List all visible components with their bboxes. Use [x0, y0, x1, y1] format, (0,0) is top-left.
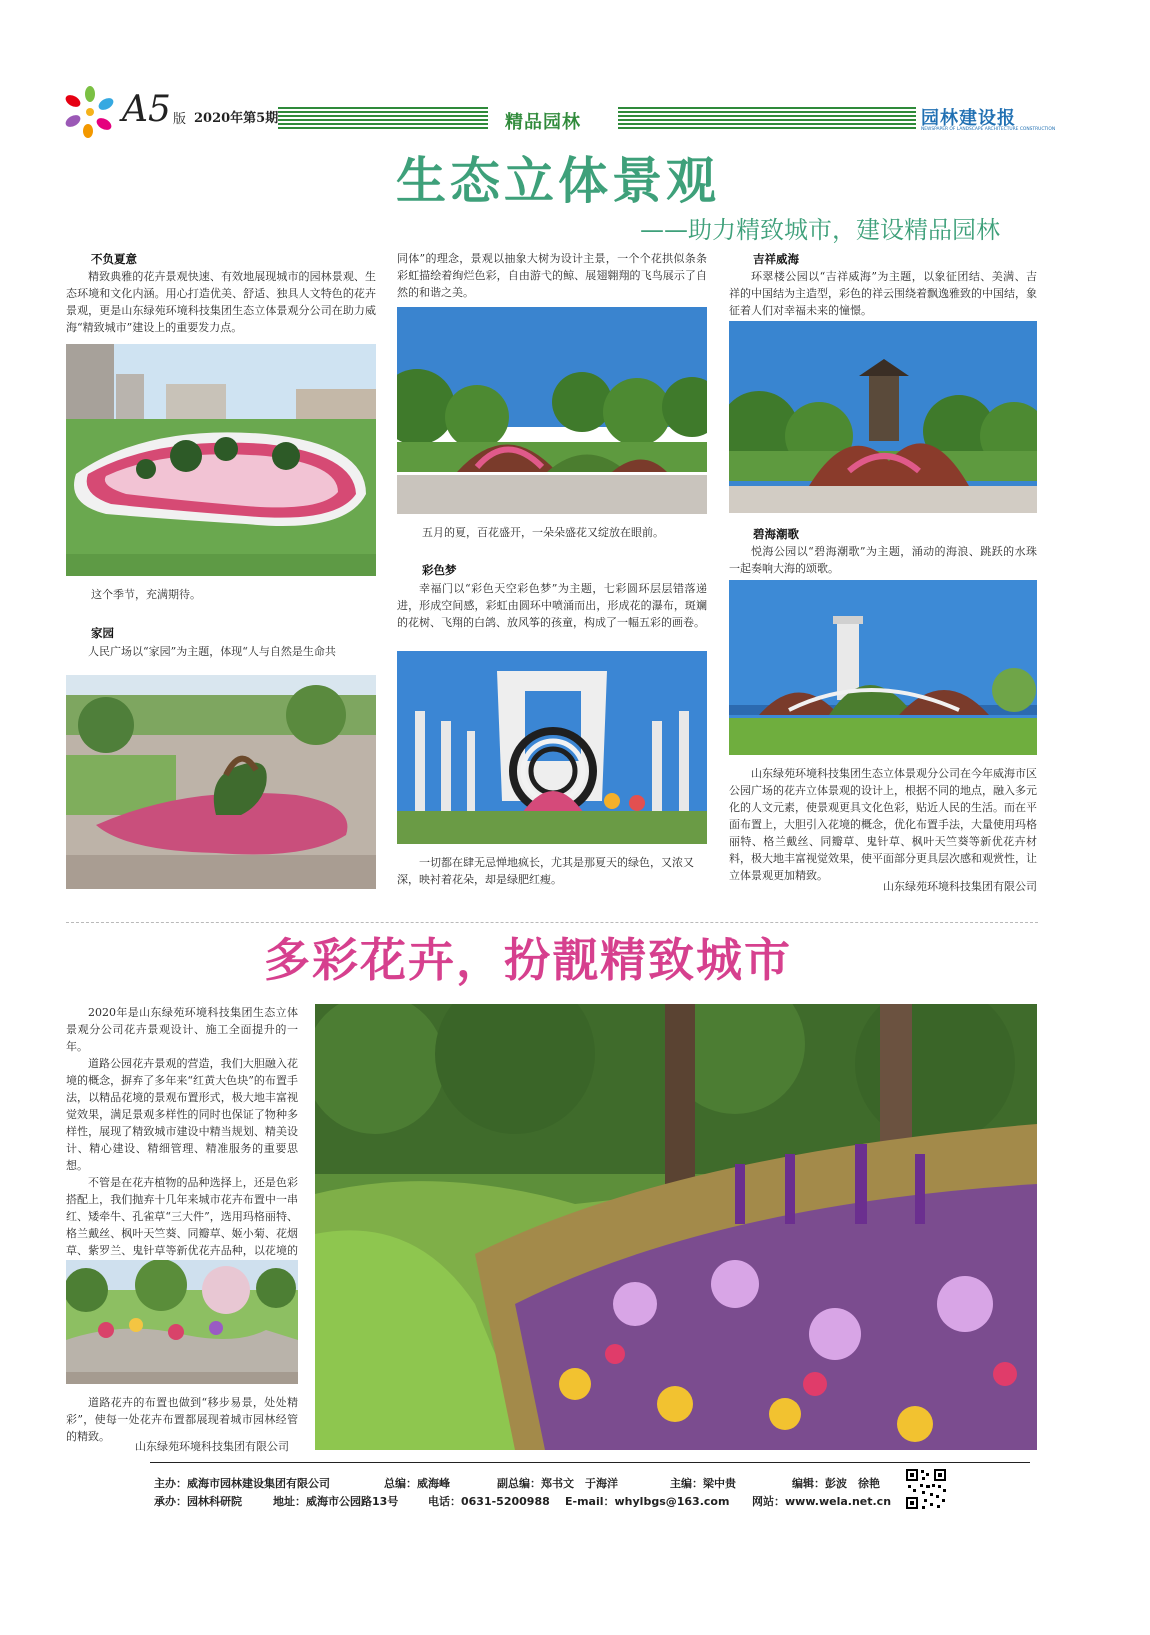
col3-para3-text: 山东绿苑环境科技集团生态立体景观分公司在今年威海市区公园广场的花卉立体景观的设计上，根据不同的地点，融入多元化的人文元素，使景观更具文化色彩，贴近人民的生活。而在平面布置上，大胆引入花境的概念，优化布置手法，大量使用玛格丽特、格兰戴丝、同瓣草、鬼针草、枫叶天竺葵等新优花卉材料，极大地丰富视觉效果，使平面部分更具层次感和观赏性，让立体景观更加精致。	[729, 767, 1037, 882]
footer-rule	[150, 1462, 1030, 1463]
footer-website-label: 网站：	[752, 1495, 785, 1508]
footer-editor-in-charge-value: 梁中贵	[703, 1477, 736, 1490]
footer-editors-label: 编辑：	[792, 1477, 825, 1490]
brand-subtitle: NEWSPAPER OF LANDSCAPE ARCHITECTURE CONSTRUCTION	[921, 127, 1056, 132]
col3-para1-text: 环翠楼公园以“吉祥威海”为主题，以象征团结、美满、吉祥的中国结为主造型，彩色的祥云围绕着飘逸雅致的中国结，象征着人们对幸福未来的憧憬。	[729, 270, 1037, 317]
col2-para-text: 幸福门以“彩色天空彩色梦”为主题，七彩圆环层层错落递进，形成空间感，彩虹由圆环中喷涌而出，形成花的瀑布，斑斓的花树、飞翔的白鸽、放风筝的孩童，构成了一幅五彩的画卷。	[397, 582, 707, 629]
col2-para-cont-text: 同体”的理念，景观以抽象大树为设计主景，一个个花拱似条条彩虹描绘着绚烂色彩，自由游弋的鲸、展翅翱翔的飞鸟展示了自然的和谐之美。	[397, 252, 707, 299]
header-rule-left	[278, 107, 488, 131]
footer-sponsor-label: 主办：	[154, 1477, 187, 1490]
footer-website	[752, 1493, 891, 1509]
footer-phone	[428, 1493, 550, 1509]
footer-deputy-editor	[497, 1475, 618, 1491]
heading-jiayuan: 家园	[91, 626, 114, 640]
col2-para	[397, 580, 707, 631]
footer-email-label: E-mail：	[565, 1495, 615, 1508]
footer-organizer-label: 承办：	[154, 1495, 187, 1508]
footer-sponsor	[154, 1475, 330, 1491]
heading-bufuxiayi: 不负夏意	[91, 252, 137, 266]
footer-chief-editor-label: 总编：	[384, 1477, 417, 1490]
section-divider	[66, 922, 1038, 923]
qr-code-icon	[904, 1467, 948, 1511]
footer-address-label: 地址：	[273, 1495, 306, 1508]
footer-chief-editor	[384, 1475, 450, 1491]
heading-caisemeng: 彩色梦	[422, 563, 457, 577]
footer-organizer-value: 园林科研院	[187, 1495, 242, 1508]
heading-bihaichaoge: 碧海潮歌	[753, 527, 799, 541]
brand-logo: 园林建设报	[921, 108, 1016, 129]
col3-para1	[729, 268, 1037, 319]
col1-caption1: 这个季节，充满期待。	[91, 588, 201, 601]
photo-flower-border-main	[315, 1004, 1037, 1450]
col2-caption1: 五月的夏，百花盛开，一朵朵盛花又绽放在眼前。	[422, 526, 664, 539]
photo-floral-arches	[397, 307, 707, 514]
footer-address	[273, 1493, 398, 1509]
article1-subtitle: ——助力精致城市，建设精品园林	[640, 216, 1000, 244]
col3-para2	[729, 543, 1037, 577]
photo-chinese-knot	[729, 321, 1037, 513]
photo-rainbow-gate	[397, 651, 707, 844]
page-number: A5	[122, 89, 171, 130]
footer-deputy-editor-label: 副总编：	[497, 1477, 541, 1490]
article2-para4: 道路花卉的布置也做到“移步易景，处处精彩”，使每一处花卉布置都展现着城市园林经管的精致。	[66, 1396, 298, 1443]
footer-editors	[792, 1475, 880, 1491]
footer-deputy-editor-value: 郑书文 于海洋	[541, 1477, 618, 1490]
section-label: 精品园林	[505, 112, 581, 133]
footer-editor-in-charge-label: 主编：	[670, 1477, 703, 1490]
header-rule-right	[618, 107, 916, 131]
photo-flowerbed-park	[66, 344, 376, 576]
footer-website-value: www.wela.net.cn	[785, 1495, 892, 1508]
col3-para2-text: 悦海公园以“碧海潮歌”为主题，涌动的海浪、跳跃的水珠一起奏响大海的颂歌。	[729, 545, 1037, 575]
footer-organizer	[154, 1493, 242, 1509]
article2-para3: 不管是在花卉植物的品种选择上，还是色彩搭配上，我们抛弃十几年来城市花卉布置中一串红、矮牵牛、孔雀草“三大件”，选用玛格丽特、格兰戴丝、枫叶天竺葵、同瓣草、姬小菊、花烟草、紫罗兰、鬼针草等新优花卉品种，以花境的	[66, 1176, 298, 1257]
footer-address-value: 威海市公园路13号	[306, 1495, 399, 1508]
photo-lighthouse-waves	[729, 580, 1037, 755]
col1-para2-text: 人民广场以“家园”为主题，体现“人与自然是生命共	[88, 645, 336, 658]
footer-sponsor-value: 威海市园林建设集团有限公司	[187, 1477, 330, 1490]
footer-phone-label: 电话：	[428, 1495, 461, 1508]
col2-para-cont	[397, 250, 707, 301]
footer-email-value: whylbgs@163.com	[614, 1495, 730, 1508]
article1-title: 生态立体景观	[396, 152, 720, 210]
footer-email	[565, 1493, 729, 1509]
col1-para1-text: 精致典雅的花卉景观快速、有效地展现城市的园林景观、生态环境和文化内涵。用心打造优美、舒适、独具人文特色的花卉景观，更是山东绿苑环境科技集团生态立体景观分公司在助力威海“精致城市”建设上的重要发力点。	[66, 270, 376, 334]
photo-roadside-garden	[66, 1260, 298, 1384]
article2-para2: 道路公园花卉景观的营造，我们大胆融入花境的概念，摒弃了多年来“红黄大色块”的布置手法，以精品花境的景观布置形式，极大地丰富视觉效果，满足景观多样性的同时也保证了物种多样性，展现了精致城市建设中精当规划、精美设计、精心建设、精细管理、精准服务的重要思想。	[66, 1057, 298, 1172]
article1-signature: 山东绿苑环境科技集团有限公司	[883, 880, 1037, 893]
footer-chief-editor-value: 威海峰	[417, 1477, 450, 1490]
photo-jiayuan-plaza	[66, 675, 376, 889]
col3-para3	[729, 765, 1037, 884]
article2-title: 多彩花卉，扮靓精致城市	[264, 933, 792, 987]
heading-jixiangweihai: 吉祥威海	[753, 252, 799, 266]
footer-editors-value: 彭波 徐艳	[825, 1477, 880, 1490]
page-suffix: 版	[173, 112, 187, 127]
issue-label: 2020年第5期	[194, 111, 279, 126]
article2-para1: 2020年是山东绿苑环境科技集团生态立体景观分公司花卉景观设计、施工全面提升的一年。	[66, 1006, 298, 1053]
col2-caption2: 一切都在肆无忌惮地疯长，尤其是那夏天的绿色，又浓又深，映衬着花朵，却是绿肥红瘦。	[397, 856, 694, 886]
flower-logo-icon	[62, 84, 118, 140]
col1-para2	[66, 643, 376, 660]
article2-body	[66, 1004, 298, 1293]
footer-phone-value: 0631-5200988	[461, 1495, 550, 1508]
col1-para1	[66, 268, 376, 336]
article2-signature: 山东绿苑环境科技集团有限公司	[135, 1440, 289, 1453]
footer-editor-in-charge	[670, 1475, 736, 1491]
